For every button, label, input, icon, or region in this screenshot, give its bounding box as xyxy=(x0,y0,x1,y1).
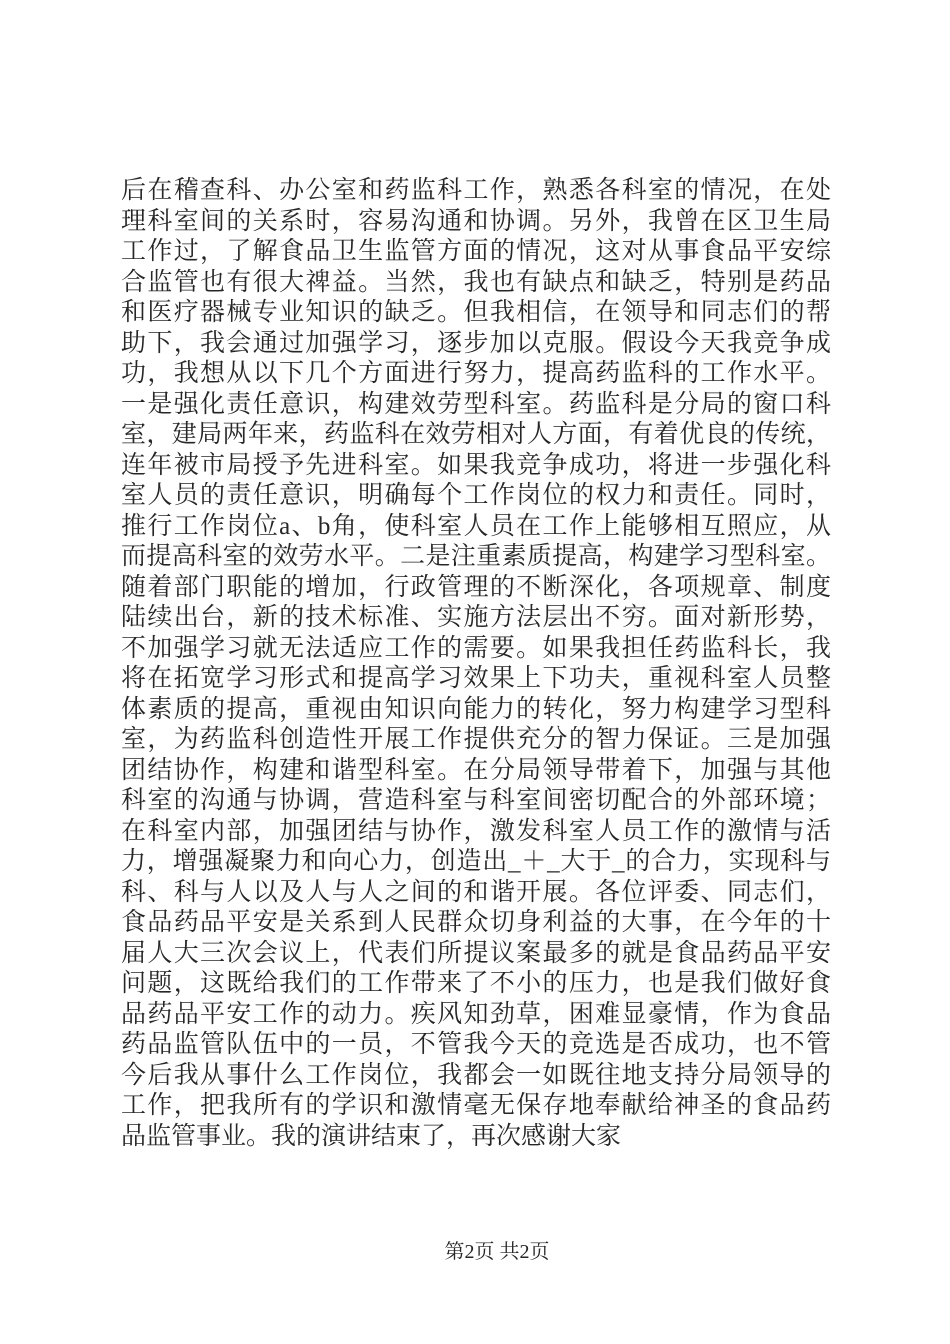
text-line: 食品药品平安是关系到人民群众切身利益的大事，在今年的十 xyxy=(121,909,831,936)
text-line: 陆续出台，新的技术标准、实施方法层出不穷。面对新形势， xyxy=(121,604,831,631)
text-line: 随着部门职能的增加，行政管理的不断深化，各项规章、制度 xyxy=(121,573,831,601)
text-line: 不加强学习就无法适应工作的需要。如果我担任药监科长，我 xyxy=(121,634,831,662)
text-line: 将在拓宽学习形式和提高学习效果上下功夫，重视科室人员整 xyxy=(121,665,831,692)
text-line: 理科室间的关系时，容易沟通和协调。另外，我曾在区卫生局 xyxy=(121,207,831,235)
text-line: 合监管也有很大禆益。当然，我也有缺点和缺乏，特别是药品 xyxy=(121,268,831,296)
text-line: 工作，把我所有的学识和激情毫无保存地奉献给神圣的食品药 xyxy=(121,1092,831,1119)
text-line: 后在稽查科、办公室和药监科工作，熟悉各科室的情况，在处 xyxy=(121,177,831,204)
text-line: 连年被市局授予先进科室。如果我竞争成功，将进一步强化科 xyxy=(121,451,831,479)
text-line: 室，建局两年来，药监科在效劳相对人方面，有着优良的传统， xyxy=(121,421,831,448)
text-line: 科、科与人以及人与人之间的和谐开展。各位评委、同志们， xyxy=(121,878,831,906)
text-line: 工作过，了解食品卫生监管方面的情况，这对从事食品平安综 xyxy=(121,238,831,265)
text-line: 今后我从事什么工作岗位，我都会一如既往地支持分局领导的 xyxy=(121,1061,831,1089)
text-line: 问题，这既给我们的工作带来了不小的压力，也是我们做好食 xyxy=(121,970,831,997)
text-line: 室人员的责任意识，明确每个工作岗位的权力和责任。同时， xyxy=(121,482,831,509)
text-line: 科室的沟通与协调，营造科室与科室间密切配合的外部环境； xyxy=(121,787,831,814)
text-line: 药品监管队伍中的一员，不管我今天的竞选是否成功，也不管 xyxy=(121,1031,831,1058)
page-footer xyxy=(0,1239,950,1265)
text-line: 一是强化责任意识，构建效劳型科室。药监科是分局的窗口科 xyxy=(121,390,831,418)
text-line: 助下，我会通过加强学习，逐步加以克服。假设今天我竞争成 xyxy=(121,329,831,357)
text-line: 届人大三次会议上，代表们所提议案最多的就是食品药品平安 xyxy=(121,939,831,967)
text-line: 团结协作，构建和谐型科室。在分局领导带着下，加强与其他 xyxy=(121,756,831,784)
text-line: 力，增强凝聚力和向心力，创造出_＋_大于_的合力，实现科与 xyxy=(121,848,831,875)
text-line: 和医疗器械专业知识的缺乏。但我相信，在领导和同志们的帮 xyxy=(121,299,831,326)
text-line: 功，我想从以下几个方面进行努力，提高药监科的工作水平。 xyxy=(121,360,831,387)
text-line: 品药品平安工作的动力。疾风知劲草，困难显豪情，作为食品 xyxy=(121,1000,831,1028)
text-line: 室，为药监科创造性开展工作提供充分的智力保证。三是加强 xyxy=(121,726,831,753)
text-line: 在科室内部，加强团结与协作，激发科室人员工作的激情与活 xyxy=(121,817,831,845)
text-line: 推行工作岗位a、b角，使科室人员在工作上能够相互照应，从 xyxy=(121,512,831,540)
page-number-label: 第2页 共2页 xyxy=(444,1241,550,1263)
text-line: 品监管事业。我的演讲结束了，再次感谢大家 xyxy=(121,1122,622,1150)
text-line: 体素质的提高，重视由知识向能力的转化，努力构建学习型科 xyxy=(121,695,831,723)
text-line: 而提高科室的效劳水平。二是注重素质提高，构建学习型科室。 xyxy=(121,543,831,570)
body-text xyxy=(121,176,831,1152)
